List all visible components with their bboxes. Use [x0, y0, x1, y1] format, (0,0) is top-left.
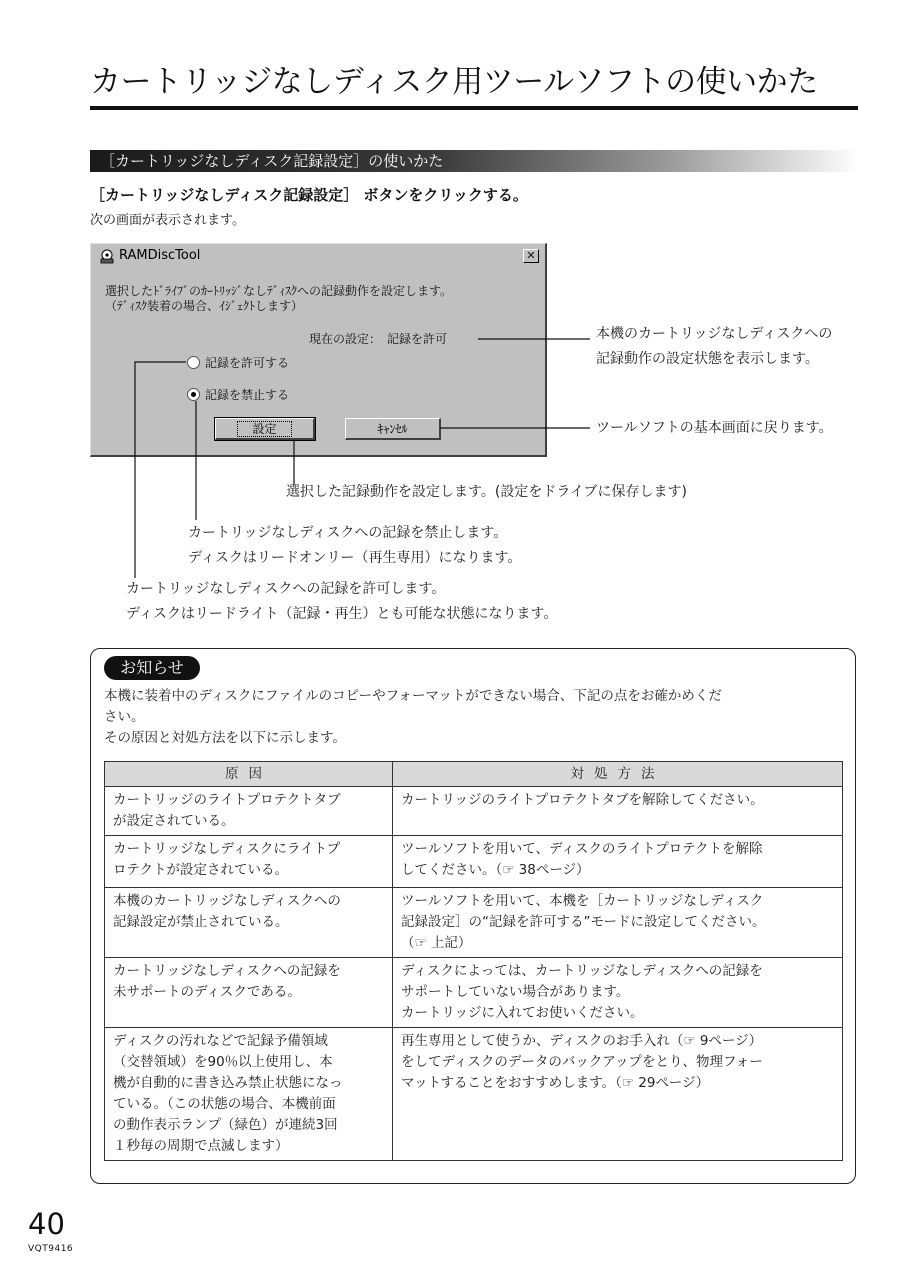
radio-forbid-label: 記録を禁止する — [205, 388, 290, 402]
page-number: 40 — [28, 1207, 65, 1241]
radio-allow-label: 記録を許可する — [205, 356, 290, 370]
page-title: カートリッジなしディスク用ツールソフトの使いかた — [90, 64, 818, 100]
notice-intro-line: 本機に装着中のディスクにファイルのコピーやフォーマットができない場合、下記の点をお確かめくだ — [104, 688, 722, 704]
remedy-cell — [393, 787, 843, 836]
cause-line: （交替領域）を90％以上使用し、本 — [113, 1054, 333, 1070]
table-header-row — [105, 762, 843, 787]
annotation-line: 記録動作の設定状態を表示します。 — [596, 351, 819, 367]
cause-cell — [105, 888, 393, 958]
annotation-line: カートリッジなしディスクへの記録を禁止します。 — [188, 525, 508, 541]
cause-line: カートリッジなしディスクへの記録を — [113, 963, 341, 979]
table-row — [105, 888, 843, 958]
annotation-line: ディスクはリードオンリー（再生専用）になります。 — [188, 550, 522, 566]
remedy-line: マットすることをおすすめします。（☞ 29ページ） — [401, 1075, 710, 1091]
forbid-annotation — [188, 521, 521, 571]
allow-callout-line — [135, 362, 186, 578]
current-setting-status: 現在の設定： 記録を許可 — [309, 332, 448, 346]
header-cause: 原因 — [105, 762, 393, 787]
remedy-cell — [393, 958, 843, 1028]
notice-intro-line: その原因と対処方法を以下に示します。 — [104, 730, 346, 746]
cause-line: 本機のカートリッジなしディスクへの — [113, 893, 341, 909]
step-instruction: ［カートリッジなしディスク記録設定］ ボタンをクリックする。 — [90, 186, 528, 204]
dialog-message-line: 選択したﾄﾞﾗｲﾌﾞのｶｰﾄﾘｯｼﾞなしﾃﾞｨｽｸへの記録動作を設定します。 — [105, 284, 453, 298]
remedy-line: してください。（☞ 38ページ） — [401, 862, 590, 878]
cancel-annotation: ツールソフトの基本画面に戻ります。 — [596, 420, 833, 436]
remedy-line: （☞ 上記） — [401, 935, 472, 951]
cause-cell — [105, 958, 393, 1028]
cause-line: カートリッジのライトプロテクトタブ — [113, 792, 341, 808]
step-subtext: 次の画面が表示されます。 — [90, 213, 245, 228]
cause-line: ている。（この状態の場合、本機前面 — [113, 1096, 336, 1112]
cancel-button[interactable]: ｷｬﾝｾﾙ — [345, 418, 441, 440]
header-remedy: 対処方法 — [393, 762, 843, 787]
cause-line: 未サポートのディスクである。 — [113, 984, 301, 1000]
troubleshooting-table — [104, 761, 843, 1161]
remedy-cell — [393, 888, 843, 958]
doc-code: VQT9416 — [28, 1244, 74, 1254]
remedy-line: ツールソフトを用いて、本機を［カートリッジなしディスク — [401, 893, 764, 909]
section-heading: ［カートリッジなしディスク記録設定］の使いかた — [100, 152, 444, 170]
cause-cell — [105, 787, 393, 836]
remedy-line: 記録設定］の“記録を許可する”モードに設定してください。 — [401, 914, 766, 930]
allow-annotation — [126, 577, 557, 627]
set-annotation: 選択した記録動作を設定します。(設定をドライブに保存します) — [286, 484, 687, 500]
remedy-line: をしてディスクのデータのバックアップをとり、物理フォー — [401, 1054, 763, 1070]
notice-badge: お知らせ — [104, 656, 200, 680]
annotation-line: ディスクはリードライト（記録・再生）とも可能な状態になります。 — [126, 606, 558, 622]
remedy-line: カートリッジのライトプロテクトタブを解除してください。 — [401, 792, 764, 808]
remedy-line: カートリッジに入れてお使いください。 — [401, 1005, 644, 1021]
dialog-title: RAMDiscTool — [119, 248, 201, 263]
cause-line: ディスクの汚れなどで記録予備領域 — [113, 1033, 328, 1049]
remedy-line: 再生専用として使うか、ディスクのお手入れ（☞ 9ページ） — [401, 1033, 763, 1049]
status-annotation — [596, 322, 832, 372]
cause-line: ロテクトが設定されている。 — [113, 862, 288, 878]
dialog-message-line: （ﾃﾞｨｽｸ装着の場合、ｲｼﾞｪｸﾄします） — [105, 299, 304, 313]
notice-intro-line: さい。 — [104, 709, 145, 725]
close-icon[interactable]: ✕ — [523, 249, 539, 263]
cause-line: 記録設定が禁止されている。 — [113, 914, 289, 930]
cause-line: 機が自動的に書き込み禁止状態になっ — [113, 1075, 343, 1091]
table-row — [105, 836, 843, 888]
annotation-line: 本機のカートリッジなしディスクへの — [596, 326, 833, 342]
cause-line: が設定されている。 — [113, 813, 235, 829]
cause-line: の動作表示ランプ（緑色）が連続3回 — [113, 1117, 338, 1133]
annotation-line: カートリッジなしディスクへの記録を許可します。 — [126, 581, 446, 597]
cause-line: カートリッジなしディスクにライトプ — [113, 841, 341, 857]
notice-intro — [104, 686, 722, 749]
remedy-line: サポートしていない場合があります。 — [401, 984, 630, 1000]
remedy-cell — [393, 836, 843, 888]
remedy-line: ツールソフトを用いて、ディスクのライトプロテクトを解除 — [401, 841, 763, 857]
cause-cell — [105, 1028, 393, 1161]
cause-line: １秒毎の周期で点滅します） — [113, 1138, 289, 1154]
table-row — [105, 1028, 843, 1161]
remedy-cell — [393, 1028, 843, 1161]
remedy-line: ディスクによっては、カートリッジなしディスクへの記録を — [401, 963, 763, 979]
table-row — [105, 787, 843, 836]
set-button-label: 設定 — [237, 421, 291, 437]
table-row — [105, 958, 843, 1028]
cause-cell — [105, 836, 393, 888]
